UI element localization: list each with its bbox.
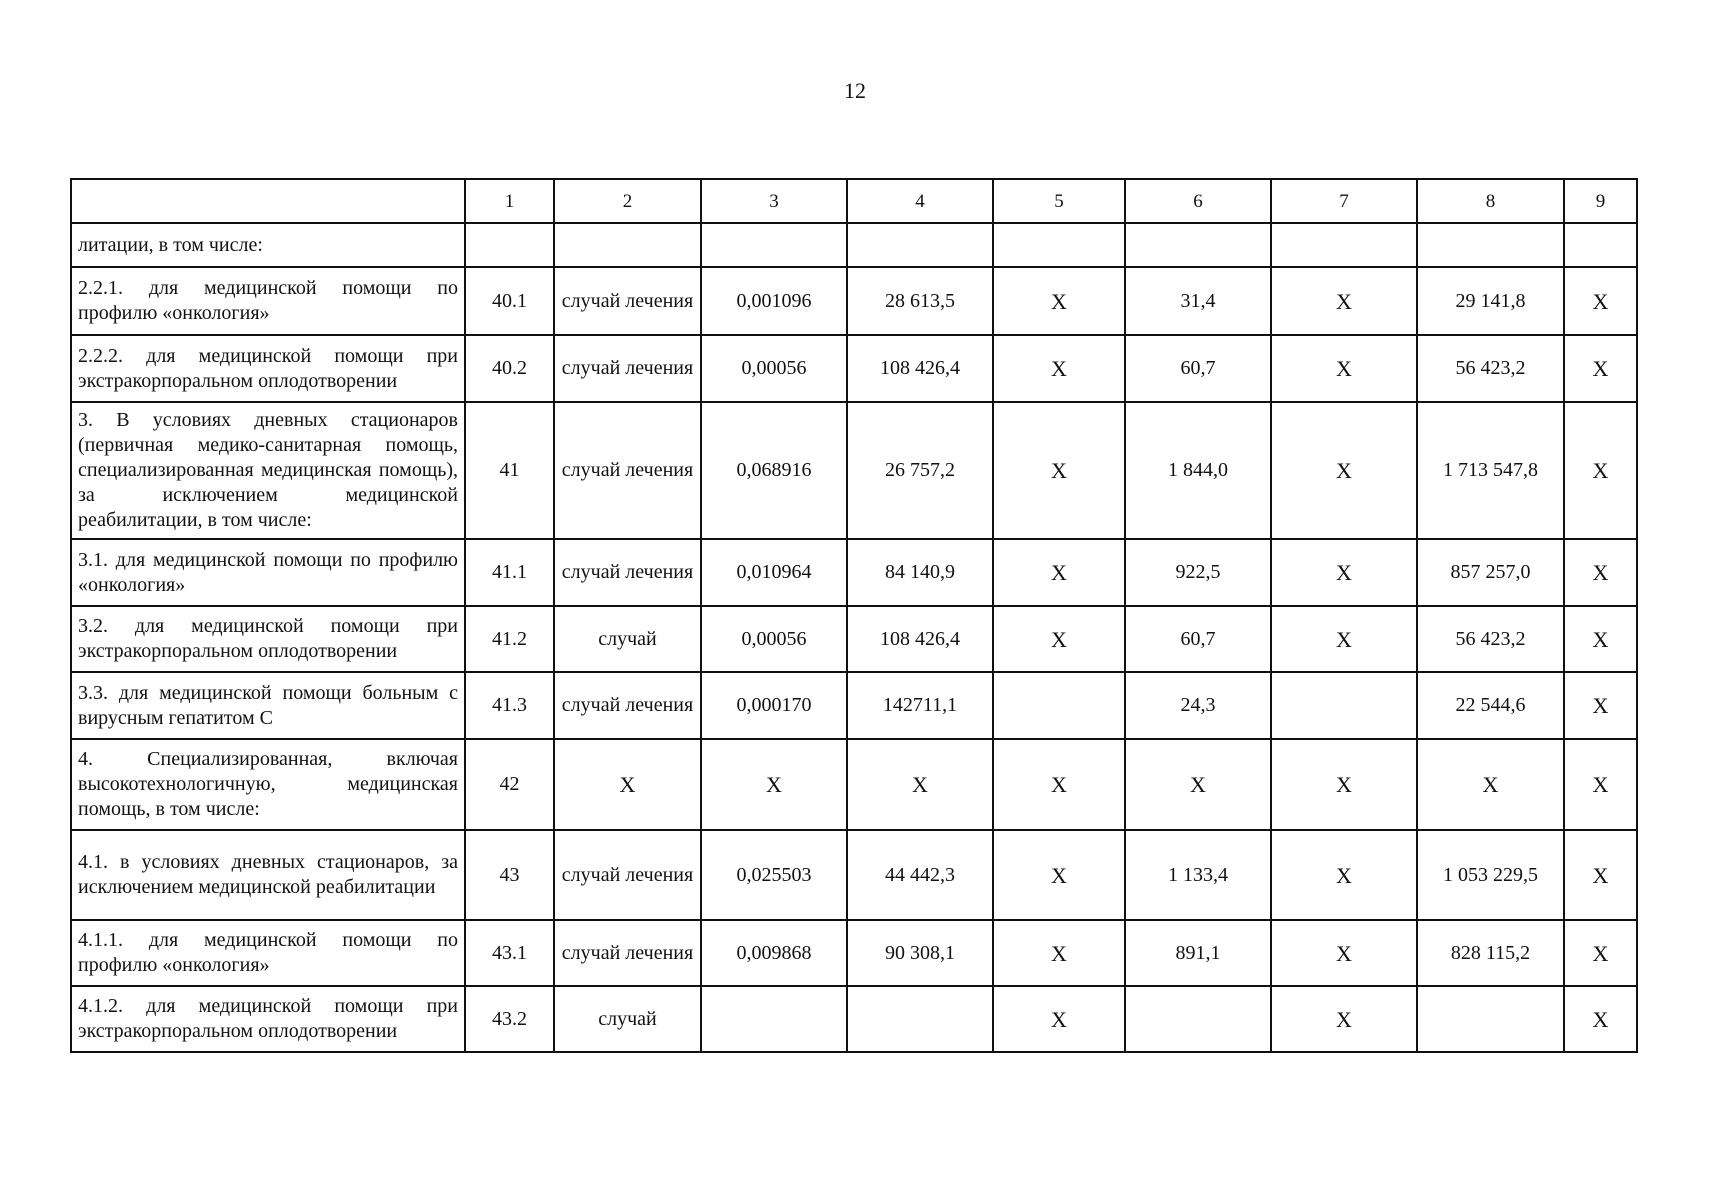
table-cell: 56 423,2 xyxy=(1417,335,1564,402)
table-cell: Х xyxy=(993,830,1125,920)
table-cell: 43.1 xyxy=(465,920,554,986)
header-cell: 2 xyxy=(554,179,701,223)
table-cell: 40.1 xyxy=(465,267,554,335)
row-description-cell: 3.3. для медицинской помощи больным с вирусным гепатитом С xyxy=(71,672,465,739)
table-cell: 41.1 xyxy=(465,539,554,606)
table-cell: Х xyxy=(1564,986,1637,1052)
table-row xyxy=(71,267,1637,335)
row-description-cell: 2.2.2. для медицинской помощи при экстракорпоральном оплодотворении xyxy=(71,335,465,402)
table-cell: 60,7 xyxy=(1125,335,1271,402)
header-cell: 6 xyxy=(1125,179,1271,223)
table-cell: случай лечения xyxy=(554,672,701,739)
table-cell: 0,010964 xyxy=(701,539,847,606)
table-cell: 108 426,4 xyxy=(847,606,993,672)
table-cell: 41.3 xyxy=(465,672,554,739)
table-cell: 22 544,6 xyxy=(1417,672,1564,739)
table-cell: Х xyxy=(1271,739,1417,830)
table-cell: Х xyxy=(1564,672,1637,739)
table-cell: Х xyxy=(1271,402,1417,539)
table-cell: 0,068916 xyxy=(701,402,847,539)
table-cell: 43 xyxy=(465,830,554,920)
table-cell xyxy=(465,223,554,267)
header-cell: 9 xyxy=(1564,179,1637,223)
table-cell: 41 xyxy=(465,402,554,539)
table-cell xyxy=(1125,986,1271,1052)
table-cell: 84 140,9 xyxy=(847,539,993,606)
table-cell xyxy=(554,223,701,267)
header-cell: 8 xyxy=(1417,179,1564,223)
table-cell: 828 115,2 xyxy=(1417,920,1564,986)
table-cell: Х xyxy=(1271,539,1417,606)
table-cell: 0,00056 xyxy=(701,606,847,672)
table-cell: 1 133,4 xyxy=(1125,830,1271,920)
table-cell: Х xyxy=(1564,267,1637,335)
table-cell: Х xyxy=(1564,335,1637,402)
table-cell: Х xyxy=(1564,920,1637,986)
table-cell: случай лечения xyxy=(554,267,701,335)
table-cell: 1 844,0 xyxy=(1125,402,1271,539)
row-description-cell: 4.1.1. для медицинской помощи по профилю «онкология» xyxy=(71,920,465,986)
table-cell: 90 308,1 xyxy=(847,920,993,986)
table-cell: Х xyxy=(993,335,1125,402)
table-cell: Х xyxy=(1564,830,1637,920)
table-cell: 28 613,5 xyxy=(847,267,993,335)
table-cell: случай лечения xyxy=(554,920,701,986)
table-cell: Х xyxy=(1417,739,1564,830)
row-description-cell: 3. В условиях дневных стационаров (первичная медико-санитарная помощь, специализированная медицинская помощь), за исключением медицинской реабилитации, в том числе: xyxy=(71,402,465,539)
table-cell: Х xyxy=(993,986,1125,1052)
table-cell: 60,7 xyxy=(1125,606,1271,672)
table-cell xyxy=(1271,672,1417,739)
table-cell xyxy=(993,223,1125,267)
table-cell: Х xyxy=(554,739,701,830)
table-cell: 0,009868 xyxy=(701,920,847,986)
table-cell xyxy=(701,986,847,1052)
table-cell: 1 713 547,8 xyxy=(1417,402,1564,539)
table-cell: 41.2 xyxy=(465,606,554,672)
table-cell: 26 757,2 xyxy=(847,402,993,539)
table-cell: Х xyxy=(1564,539,1637,606)
table-cell: случай лечения xyxy=(554,830,701,920)
table-row xyxy=(71,920,1637,986)
table-cell: Х xyxy=(993,606,1125,672)
table-cell: Х xyxy=(993,402,1125,539)
table-cell xyxy=(847,223,993,267)
table-body xyxy=(71,179,1637,1052)
table-cell: Х xyxy=(847,739,993,830)
header-cell: 7 xyxy=(1271,179,1417,223)
table-cell: Х xyxy=(1125,739,1271,830)
header-cell: 1 xyxy=(465,179,554,223)
table-cell: 142711,1 xyxy=(847,672,993,739)
table-cell: случай лечения xyxy=(554,335,701,402)
table-cell: 1 053 229,5 xyxy=(1417,830,1564,920)
table-cell: 24,3 xyxy=(1125,672,1271,739)
table-cell: 0,00056 xyxy=(701,335,847,402)
table-row xyxy=(71,402,1637,539)
page-number: 12 xyxy=(844,78,866,103)
table-cell xyxy=(1564,223,1637,267)
header-cell xyxy=(71,179,465,223)
table-cell: Х xyxy=(1271,986,1417,1052)
table-cell: случай xyxy=(554,986,701,1052)
table-row xyxy=(71,335,1637,402)
table-cell: 31,4 xyxy=(1125,267,1271,335)
row-description-cell: литации, в том числе: xyxy=(71,223,465,267)
header-cell: 3 xyxy=(701,179,847,223)
table-cell: 0,001096 xyxy=(701,267,847,335)
table-cell: 922,5 xyxy=(1125,539,1271,606)
table-cell xyxy=(1125,223,1271,267)
header-cell: 4 xyxy=(847,179,993,223)
table-cell: Х xyxy=(1271,920,1417,986)
table-row xyxy=(71,830,1637,920)
table-cell: Х xyxy=(1271,830,1417,920)
table-cell: 0,000170 xyxy=(701,672,847,739)
table-row xyxy=(71,672,1637,739)
table-row xyxy=(71,223,1637,267)
table-cell xyxy=(701,223,847,267)
table-cell: Х xyxy=(1271,606,1417,672)
table-cell: 56 423,2 xyxy=(1417,606,1564,672)
table-cell: Х xyxy=(701,739,847,830)
table-cell xyxy=(993,672,1125,739)
header-cell: 5 xyxy=(993,179,1125,223)
table-cell: Х xyxy=(1564,402,1637,539)
table-cell xyxy=(1417,223,1564,267)
row-description-cell: 4. Специализированная, включая высокотехнологичную, медицинская помощь, в том числе: xyxy=(71,739,465,830)
row-description-cell: 4.1.2. для медицинской помощи при экстракорпоральном оплодотворении xyxy=(71,986,465,1052)
table-cell: Х xyxy=(993,739,1125,830)
row-description-cell: 3.2. для медицинской помощи при экстракорпоральном оплодотворении xyxy=(71,606,465,672)
table-cell: Х xyxy=(1271,335,1417,402)
table-cell: 0,025503 xyxy=(701,830,847,920)
table-cell: 891,1 xyxy=(1125,920,1271,986)
table-cell: Х xyxy=(993,920,1125,986)
table-cell: 29 141,8 xyxy=(1417,267,1564,335)
table-cell: Х xyxy=(1564,606,1637,672)
table-cell xyxy=(1417,986,1564,1052)
table-cell xyxy=(847,986,993,1052)
table-row xyxy=(71,539,1637,606)
table-row xyxy=(71,986,1637,1052)
table-cell: Х xyxy=(1564,739,1637,830)
table-cell xyxy=(1271,223,1417,267)
table-header-row xyxy=(71,179,1637,223)
table-row xyxy=(71,606,1637,672)
table-cell: Х xyxy=(1271,267,1417,335)
row-description-cell: 2.2.1. для медицинской помощи по профилю «онкология» xyxy=(71,267,465,335)
table-cell: случай xyxy=(554,606,701,672)
table-cell: 40.2 xyxy=(465,335,554,402)
table-cell: 857 257,0 xyxy=(1417,539,1564,606)
table-cell: 44 442,3 xyxy=(847,830,993,920)
table-row xyxy=(71,739,1637,830)
table-cell: случай лечения xyxy=(554,402,701,539)
table-cell: 108 426,4 xyxy=(847,335,993,402)
table-cell: случай лечения xyxy=(554,539,701,606)
row-description-cell: 3.1. для медицинской помощи по профилю «онкология» xyxy=(71,539,465,606)
table-cell: 42 xyxy=(465,739,554,830)
table-cell: 43.2 xyxy=(465,986,554,1052)
table-cell: Х xyxy=(993,539,1125,606)
data-table xyxy=(70,178,1638,1053)
table-cell: Х xyxy=(993,267,1125,335)
row-description-cell: 4.1. в условиях дневных стационаров, за исключением медицинской реабилитации xyxy=(71,830,465,920)
